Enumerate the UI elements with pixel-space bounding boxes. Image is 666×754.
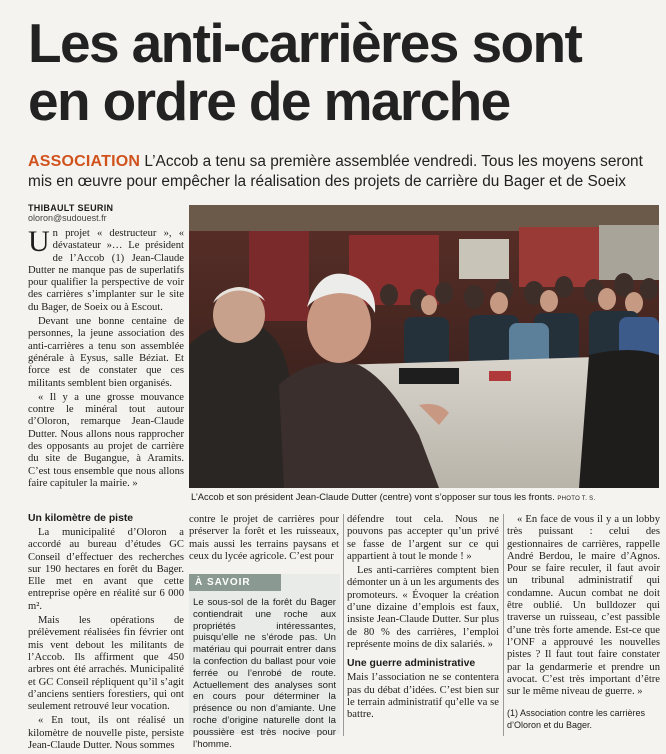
meeting-photo-illustration <box>189 205 659 488</box>
column-4-paragraph-1: « En face de vous il y a un lobby très puissant : celui des gestionnaires de carrières, rappelle André Berdou, le maire d’Agnos. Pour se faire reculer, il faut avoir un tribunal administratif qui condamne. Aucun combat ne doit être oublié. Un bulldozer qui traverse un ruisseau, c’est passible d’une très forte amende. Est-ce que l’ONF a approuvé les nouvelles pistes ? Il faut tout faire constater par la gendarmerie et prendre un avocat. C’est très important d’être sur le même niveau de guerre. » <box>507 514 660 698</box>
paragraph-6: « En tout, ils ont réalisé un kilomètre de nouvelle piste, persiste Jean-Claude Dutter. Nous sommes <box>28 715 184 752</box>
column-3-paragraph-3: Mais l’association ne se contentera pas du débat d’idées. C’est bien sur le terrain administratif qu’elle va se battre. <box>347 672 499 721</box>
kicker-text: L’Accob a tenu sa première assemblée vendredi. Tous les moyens seront mis en œuvre pour empêcher la réalisation des projets de carrière du Bager et de Soeix <box>28 153 643 190</box>
headline-line-1: Les anti-carrières sont <box>28 12 582 74</box>
subhead-kilometre: Un kilomètre de piste <box>28 513 134 524</box>
column-3-paragraph-1: défendre tout cela. Nous ne pouvons pas accepter qu’un privé se fasse de l’argent sur ce qui appartient à tout le monde ! » <box>347 514 499 562</box>
a-savoir-box <box>189 574 340 750</box>
column-divider <box>503 514 504 736</box>
headline-line-2: en ordre de marche <box>28 70 510 132</box>
drop-cap: U <box>28 225 50 258</box>
paragraph-2: Devant une bonne centaine de personnes, la jeune association des anti-carrières a tenu son assemblée générale à Eysus, salle Béziat. Et force est de constater que ces militants semblent bien organisés. <box>28 316 184 389</box>
paragraph-1-text: n projet « destructeur », « dévastateur »… Le président de l’Accob (1) Jean-Claude Dutter ne manque pas de superlatifs pour qualifier la perspective de voir des carrières s’implanter sur le site du Bager, de Soeix ou à Escout. <box>28 228 184 313</box>
photo-caption <box>191 491 657 505</box>
kicker <box>28 152 660 192</box>
column-2-paragraph: contre le projet de carrières pour préserver la forêt et les ruisseaux, mais aussi les terrains paysans et ceux du lycée agricole. C’est pour <box>189 514 339 562</box>
column-2 <box>189 514 339 563</box>
paragraph-1 <box>28 225 184 314</box>
byline <box>28 203 188 223</box>
column-divider <box>343 514 344 736</box>
column-4 <box>507 514 660 700</box>
paragraph-5: Mais les opérations de prélèvement réalisées fin février ont mis vent debout les militants de l’Accob. Ils affirment que 450 arbres ont été arrachés. Municipalité et GC Conseil répliquent qu’il s’agit d’anciens sentiers forestiers, qui ont seulement retrouvé leur vocation. <box>28 615 184 713</box>
kicker-label: ASSOCIATION <box>28 153 141 170</box>
author-name: THIBAULT SEURIN <box>28 203 114 213</box>
subhead-guerre: Une guerre administrative <box>347 658 476 670</box>
column-3-paragraph-2: Les anti-carrières comptent bien démonter un à un les arguments des promoteurs. « Évoquer la création d’une dizaine d’emplois est faux, insiste Jean-Claude Dutter. Sur plus de 80 % des carrières, l’emploi représente moins de dix salariés. » <box>347 565 499 650</box>
author-email: oloron@sudouest.fr <box>28 213 107 223</box>
footnote: (1) Association contre les carrières d’Oloron et du Bager. <box>507 708 646 730</box>
paragraph-4: La municipalité d’Oloron a accordé au bureau d’études GC Conseil d’effectuer des recherches sur 190 hectares en forêt du Bager. Elle met en avant que cette entreprise opère en réalité sur 6 000 m². <box>28 527 184 612</box>
column-1-continued <box>28 506 184 754</box>
column-3 <box>347 514 499 723</box>
paragraph-3: « Il y a une grosse mouvance contre le minéral tout autour d’Oloron, remarque Jean-Claude Dutter. Nous allons nous rapprocher des opposants au projet de carrière du site de Bugangue, à Aramits. C’est tous ensemble que nous allons faire capituler la mairie. » <box>28 391 184 489</box>
a-savoir-text: Le sous-sol de la forêt du Bager contiendrait une roche aux propriétés intéressantes, puisqu’elle ne s’érode pas. Un matériau qui pourrait entrer dans la confection du ballast pour voie ferrée ou l’enrobé de route. Actuellement des analyses sont en cours pour déterminer la présence ou non d’amiante. Une roche d’origine naturelle dont la poussière est très nocive pour l’homme. <box>193 597 336 750</box>
a-savoir-tag: À SAVOIR <box>189 574 281 591</box>
headline <box>28 14 658 130</box>
photo-credit: PHOTO T. S. <box>557 496 596 502</box>
article-photo <box>189 205 659 488</box>
caption-text: L’Accob et son président Jean-Claude Dutter (centre) vont s’opposer sur tous les fronts. <box>191 491 555 502</box>
column-1 <box>28 225 184 492</box>
